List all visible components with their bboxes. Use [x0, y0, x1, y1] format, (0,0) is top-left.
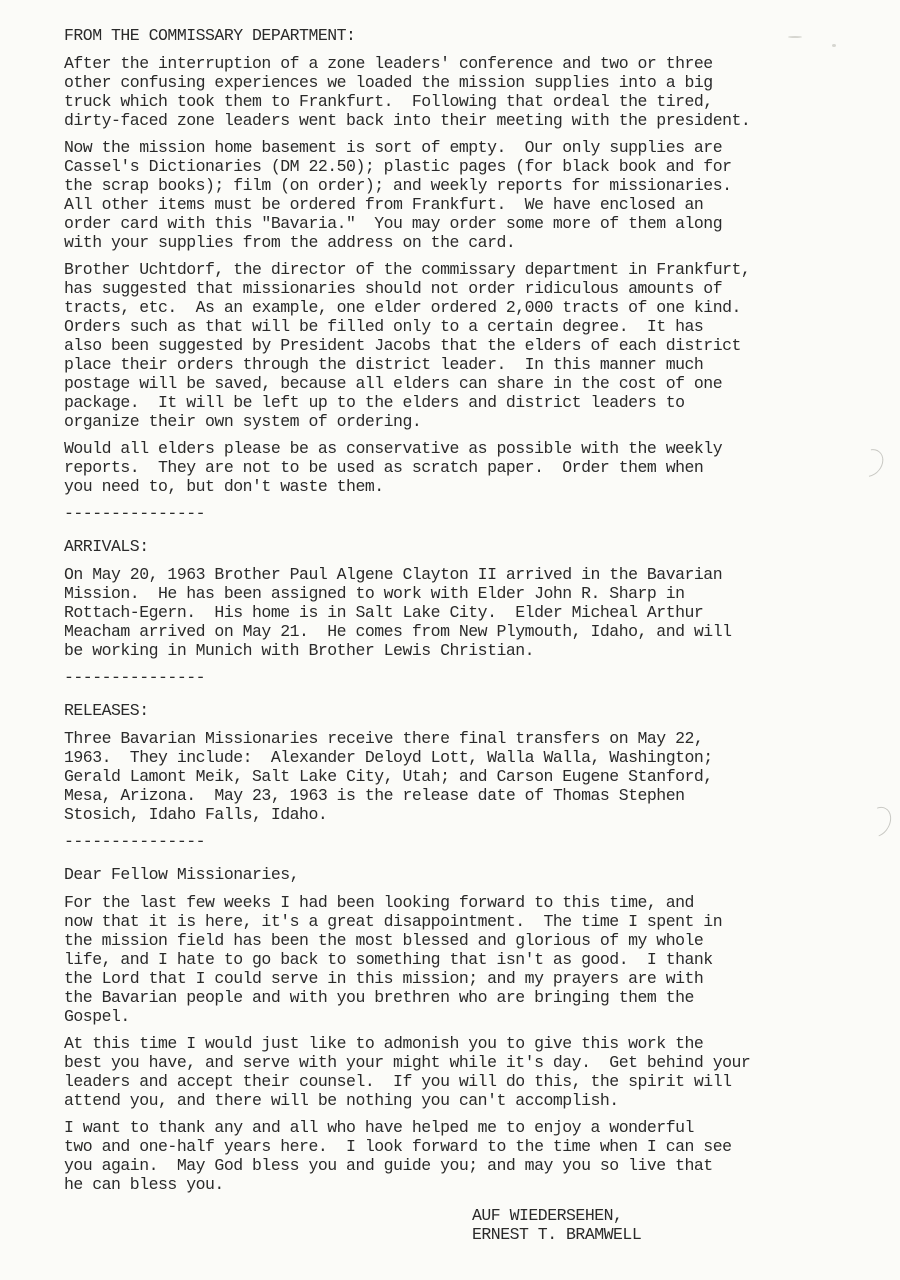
text-line: be working in Munich with Brother Lewis Christian. [64, 641, 535, 660]
releases-heading: RELEASES: [64, 701, 149, 720]
letter-signature-block [472, 1206, 894, 1244]
letter-closing: AUF WIEDERSEHEN, [472, 1206, 623, 1225]
text-line: other confusing experiences we loaded the mission supplies into a big [64, 73, 713, 92]
text-line: All other items must be ordered from Frankfurt. We have enclosed an [64, 195, 704, 214]
text-line: attend you, and there will be nothing you can't accomplish. [64, 1091, 619, 1110]
text-line: Gerald Lamont Meik, Salt Lake City, Utah; and Carson Eugene Stanford, [64, 767, 713, 786]
text-line: Mission. He has been assigned to work with Elder John R. Sharp in [64, 584, 685, 603]
text-line: Cassel's Dictionaries (DM 22.50); plastic pages (for black book and for [64, 157, 732, 176]
text-line: you need to, but don't waste them. [64, 477, 384, 496]
text-line: Brother Uchtdorf, the director of the commissary department in Frankfurt, [64, 260, 751, 279]
arrivals-paragraph [64, 565, 894, 660]
letter-salutation: Dear Fellow Missionaries, [64, 865, 300, 884]
text-line: On May 20, 1963 Brother Paul Algene Clayton II arrived in the Bavarian [64, 565, 723, 584]
text-line: Three Bavarian Missionaries receive there final transfers on May 22, [64, 729, 704, 748]
commissary-paragraph-1 [64, 54, 894, 130]
releases-paragraph [64, 729, 894, 824]
text-line: two and one-half years here. I look forward to the time when I can see [64, 1137, 732, 1156]
text-line: now that it is here, it's a great disappointment. The time I spent in [64, 912, 723, 931]
commissary-section [64, 26, 894, 496]
text-line: I want to thank any and all who have helped me to enjoy a wonderful [64, 1118, 694, 1137]
letter-paragraph-2 [64, 1034, 894, 1110]
releases-section [64, 701, 894, 824]
text-line: package. It will be left up to the elders and district leaders to [64, 393, 685, 412]
text-line: Would all elders please be as conservative as possible with the weekly [64, 439, 723, 458]
text-line: Meacham arrived on May 21. He comes from New Plymouth, Idaho, and will [64, 622, 732, 641]
section-separator: --------------- [64, 668, 206, 687]
text-line: Rottach-Egern. His home is in Salt Lake City. Elder Micheal Arthur [64, 603, 704, 622]
letter-paragraph-3 [64, 1118, 894, 1194]
text-line: also been suggested by President Jacobs that the elders of each district [64, 336, 741, 355]
section-separator: --------------- [64, 504, 206, 523]
text-line: Mesa, Arizona. May 23, 1963 is the release date of Thomas Stephen [64, 786, 685, 805]
arrivals-heading: ARRIVALS: [64, 537, 149, 556]
text-line: 1963. They include: Alexander Deloyd Lott, Walla Walla, Washington; [64, 748, 713, 767]
text-line: has suggested that missionaries should not order ridiculous amounts of [64, 279, 723, 298]
text-line: Gospel. [64, 1007, 130, 1026]
section-separator: --------------- [64, 832, 206, 851]
text-line: dirty-faced zone leaders went back into their meeting with the president. [64, 111, 751, 130]
text-line: the scrap books); film (on order); and weekly reports for missionaries. [64, 176, 732, 195]
text-line: tracts, etc. As an example, one elder ordered 2,000 tracts of one kind. [64, 298, 741, 317]
text-line: the Lord that I could serve in this mission; and my prayers are with [64, 969, 704, 988]
text-line: Now the mission home basement is sort of empty. Our only supplies are [64, 138, 723, 157]
commissary-paragraph-2 [64, 138, 894, 252]
text-line: the Bavarian people and with you brethren who are bringing them the [64, 988, 694, 1007]
text-line: At this time I would just like to admonish you to give this work the [64, 1034, 704, 1053]
text-line: postage will be saved, because all elders can share in the cost of one [64, 374, 723, 393]
text-line: Orders such as that will be filled only to a certain degree. It has [64, 317, 704, 336]
text-line: the mission field has been the most blessed and glorious of my whole [64, 931, 704, 950]
text-line: Stosich, Idaho Falls, Idaho. [64, 805, 328, 824]
typed-newsletter-text [64, 26, 894, 1244]
text-line: truck which took them to Frankfurt. Following that ordeal the tired, [64, 92, 713, 111]
text-line: you again. May God bless you and guide you; and may you so live that [64, 1156, 713, 1175]
commissary-heading: FROM THE COMMISSARY DEPARTMENT: [64, 26, 356, 45]
text-line: leaders and accept their counsel. If you will do this, the spirit will [64, 1072, 732, 1091]
text-line: organize their own system of ordering. [64, 412, 422, 431]
text-line: place their orders through the district leader. In this manner much [64, 355, 704, 374]
text-line: he can bless you. [64, 1175, 224, 1194]
farewell-letter [64, 865, 894, 1244]
text-line: reports. They are not to be used as scratch paper. Order them when [64, 458, 704, 477]
arrivals-section [64, 537, 894, 660]
letter-paragraph-1 [64, 893, 894, 1026]
text-line: best you have, and serve with your might while it's day. Get behind your [64, 1053, 751, 1072]
text-line: life, and I hate to go back to something that isn't as good. I thank [64, 950, 713, 969]
text-line: order card with this "Bavaria." You may order some more of them along [64, 214, 723, 233]
commissary-paragraph-4 [64, 439, 894, 496]
text-line: with your supplies from the address on the card. [64, 233, 516, 252]
commissary-paragraph-3 [64, 260, 894, 431]
text-line: After the interruption of a zone leaders' conference and two or three [64, 54, 713, 73]
letter-signature: ERNEST T. BRAMWELL [472, 1225, 642, 1244]
text-line: For the last few weeks I had been looking forward to this time, and [64, 893, 694, 912]
